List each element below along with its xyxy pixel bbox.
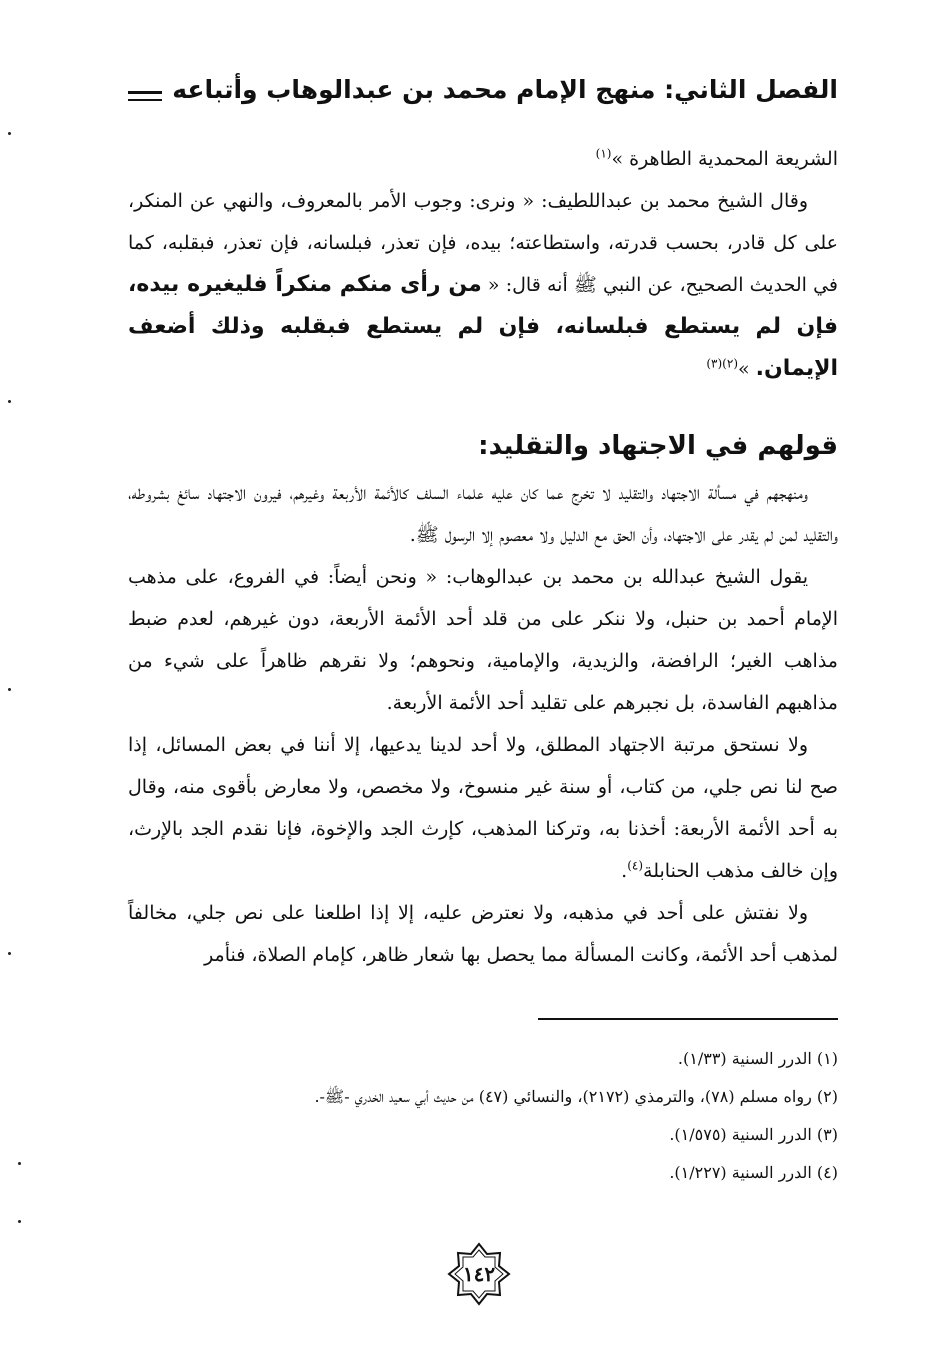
scan-mark [8,400,11,403]
scan-mark [8,132,11,135]
header-rule [128,91,162,101]
footnote-ref-2-3: (٢)(٣) [706,356,738,371]
page-header [128,66,838,112]
footnote-1: (١) الدرر السنية (١/٣٣). [677,1049,838,1068]
section-heading: قولهم في الاجتهاد والتقليد: [478,431,838,461]
chapter-title: الفصل الثاني: منهج الإمام محمد بن عبدالوهاب وأتباعه [172,74,838,104]
footnote-ref-1: (١) [595,146,612,161]
scan-mark [8,952,11,955]
footnotes [128,1040,838,1192]
footnote-3: (٣) الدرر السنية (١/٥٧٥). [669,1125,838,1144]
paragraph-1: الشريعة المحمدية الطاهرة »$^{(١)}$ [595,146,838,170]
paragraph-4: يقول الشيخ عبدالله بن محمد بن عبدالوهاب: « ونحن أيضاً: في الفروع، على مذهب الإمام أحمد بن حنبل، ولا ننكر على من قلد أحد الأئمة الأربعة، دون غيرهم، لعدم ضبط مذاهب الغير؛ الرافضة، والزيدية، والإمامية، ونحوهم؛ ولا نقرهم ظاهراً على شيء من مذاهبهم الفاسدة، بل نجبرهم على تقليد أحد الأئمة الأربعة. [128,566,838,714]
paragraph-5: ولا نستحق مرتبة الاجتهاد المطلق، ولا أحد لدينا يدعيها، إلا أننا في بعض المسائل، إذا صح لنا نص جلي، من كتاب، أو سنة غير منسوخ، ولا مخصص، ولا معارض بأقوى منه، وقال به أحد الأئمة الأربعة: أخذنا به، وتركنا المذهب، كإرث الجد والإخوة، فإنا نقدم الجد بالإرث، وإن خالف مذهب الحنابلة$^{(٤)}$. [128,734,838,882]
footnote-2: (٢) رواه مسلم (٧٨)، والترمذي (٢١٧٢)، والنسائي (٤٧) من حديث أبي سعيد الخدري -ﷺ-. [314,1087,838,1106]
paragraph-3: ومنهجهم في مسألة الاجتهاد والتقليد لا تخرج عما كان عليه علماء السلف كالأئمة الأربعة وغيرهم، فيرون الاجتهاد سائغ بشروطه، والتقليد لمن لم يقدر على الاجتهاد، وأن الحق مع الدليل ولا معصوم إلا الرسول ﷺ. [128,482,838,546]
page-number: ١٤٢ [462,1262,496,1286]
scan-mark [18,1220,21,1223]
footnote-ref-4: (٤) [627,858,644,873]
paragraph-6: ولا نفتش على أحد في مذهبه، ولا نعترض عليه، إلا إذا اطلعنا على نص جلي، مخالفاً لمذهب أحد الأئمة، وكانت المسألة مما يحصل بها شعار ظاهر، كإمام الصلاة، فنأمر [128,902,838,966]
footnote-4: (٤) الدرر السنية (١/٢٢٧). [669,1163,838,1182]
page-number-ornament [447,1242,511,1306]
scan-mark [8,688,11,691]
paragraph-2: وقال الشيخ محمد بن عبداللطيف: « ونرى: وجوب الأمر بالمعروف، والنهي عن المنكر، على كل قادر، بحسب قدرته، واستطاعته؛ بيده، فإن تعذر، فبلسانه، فإن تعذر، فبقلبه، كما في الحديث الصحيح، عن النبي ﷺ أنه قال: « من رأى منكم منكراً فليغيره بيده، فإن لم يستطع فبلسانه، فإن لم يستطع فبقلبه وذلك أضعف الإيمان. »$^{(٢)(٣)}$ [128,190,838,381]
scan-mark [18,1162,21,1165]
hadith-quote: من رأى منكم منكراً فليغيره بيده، فإن لم يستطع فبلسانه، فإن لم يستطع فبقلبه وذلك أضعف الإيمان. [128,272,838,381]
footnote-separator [538,1018,838,1020]
main-text [128,138,838,976]
